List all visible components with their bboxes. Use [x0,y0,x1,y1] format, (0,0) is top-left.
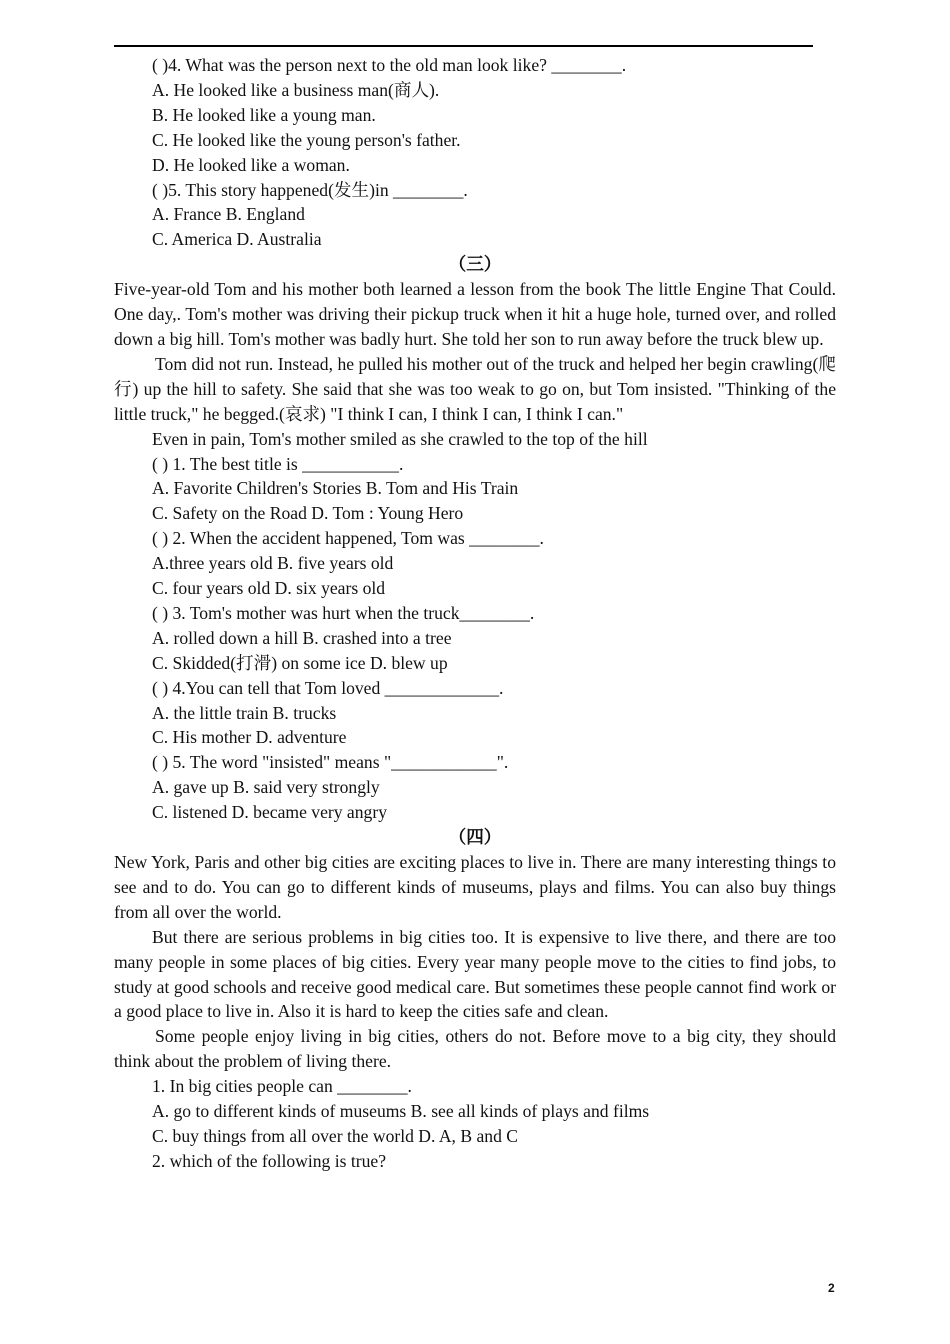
option-line: C. Safety on the Road D. Tom : Young Hero [152,503,464,524]
page-number: 2 [828,1281,835,1295]
question-line: ( ) 2. When the accident happened, Tom was ________. [152,528,544,549]
section4-paragraph-2: But there are serious problems in big cities too. It is expensive to live there, and there are too many people in some places of big cities. Every year many people move to the cities to find jobs, to study at good schools and receive good medical care. But sometimes these people cannot find work or a good place to live in. Also it is hard to keep the cities safe and clean. [114,926,836,1022]
section3-heading: （三） [448,254,502,275]
option-line: C. listened D. became very angry [152,802,387,823]
option-line: C. His mother D. adventure [152,727,347,748]
option-line: C. He looked like the young person's father. [152,129,461,150]
question-line: 1. In big cities people can ________. [152,1076,412,1097]
option-line: A. France B. England [152,204,305,225]
option-line: A. go to different kinds of museums B. see all kinds of plays and films [152,1101,650,1122]
section4-paragraph-1: New York, Paris and other big cities are exciting places to live in. There are many interesting things to see and to do. You can go to different kinds of museums, plays and films. You can also buy things from all over the world. [114,852,836,922]
page-content [114,53,836,1174]
section3-paragraph-2: Tom did not run. Instead, he pulled his mother out of the truck and helped her begin crawling(爬行) up the hill to safety. She said that she was too weak to go on, but Tom insisted. "Thinking of the little truck," he begged.(哀求) "I think I can, I think I can, I think I can." [114,353,836,424]
question-line: ( ) 3. Tom's mother was hurt when the truck________. [152,602,535,623]
option-line: A. He looked like a business man(商人). [152,79,440,100]
option-line: C. Skidded(打滑) on some ice D. blew up [152,652,448,673]
section3-paragraph-3: Even in pain, Tom's mother smiled as she crawled to the top of the hill [152,428,648,449]
option-line: A. rolled down a hill B. crashed into a tree [152,627,452,648]
option-line: A. the little train B. trucks [152,702,337,723]
option-line: A. Favorite Children's Stories B. Tom and His Train [152,478,519,499]
section2-questions [114,53,836,252]
question-line: ( ) 5. The word "insisted" means "____________". [152,752,509,773]
option-line: A. gave up B. said very strongly [152,777,380,798]
option-line: D. He looked like a woman. [152,154,350,175]
question-line: ( ) 4.You can tell that Tom loved _____________. [152,677,504,698]
section3-paragraph-1: Five-year-old Tom and his mother both learned a lesson from the book The little Engine That Could. One day,. Tom's mother was driving their pickup truck when it hit a huge hole, turned over, and rolled down a big hill. Tom's mother was badly hurt. She told her son to run away before the truck blew up. [114,279,836,349]
option-line: C. America D. Australia [152,229,322,250]
option-line: C. four years old D. six years old [152,578,386,599]
question-line: ( )4. What was the person next to the old man look like? ________. [152,55,627,75]
section4-heading: （四） [448,827,502,848]
section4-paragraph-3: Some people enjoy living in big cities, others do not. Before move to a big city, they should think about the problem of living there. [114,1026,836,1072]
option-line: C. buy things from all over the world D. A, B and C [152,1125,519,1146]
option-line: B. He looked like a young man. [152,104,376,125]
question-line: ( )5. This story happened(发生)in ________. [152,179,468,200]
question-line: ( ) 1. The best title is ___________. [152,453,404,474]
header-rule [114,45,813,47]
section4-questions [114,1074,836,1174]
section3-questions [114,452,836,826]
option-line: A.three years old B. five years old [152,553,394,574]
question-line: 2. which of the following is true? [152,1150,387,1171]
